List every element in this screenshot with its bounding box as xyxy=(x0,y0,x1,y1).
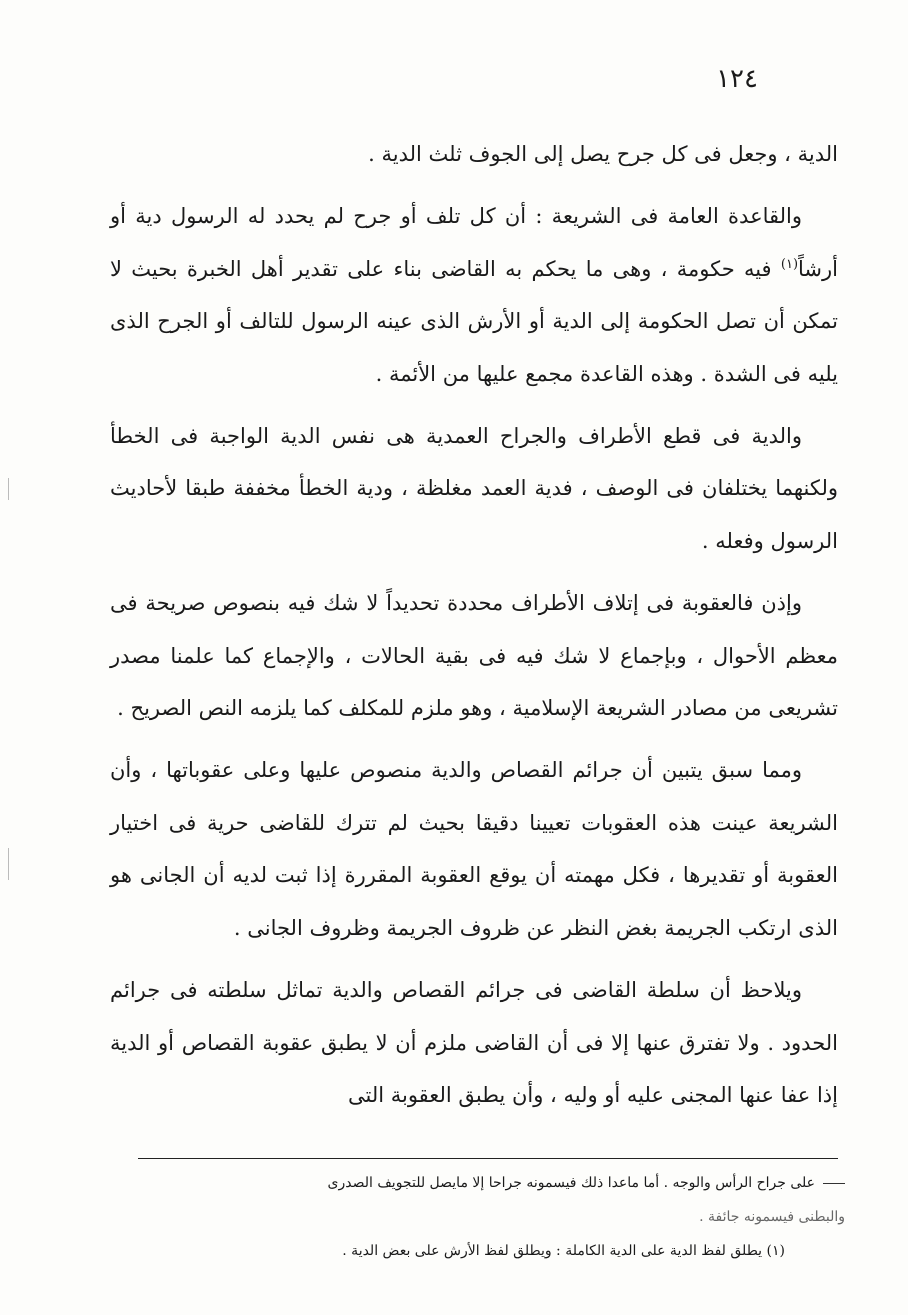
paragraph-3: والدية فى قطع الأطراف والجراح العمدية هى نفس الدية الواجبة فى الخطأ ولكنهما يختلفان فى الوصف ، فدية العمد مغلظة ، ودية الخطأ مخففة طبقا لأحاديث الرسول وفعله . xyxy=(110,424,838,553)
scan-margin-mark xyxy=(8,478,9,500)
scan-margin-mark xyxy=(8,848,9,880)
footnote-continued-line-1 xyxy=(110,1166,845,1200)
paragraph-2-text-before: والقاعدة العامة فى الشريعة : أن كل تلف أو جرح لم يحدد له الرسول دية أو أرشاً xyxy=(110,204,838,281)
continuation-mark xyxy=(823,1183,845,1184)
page-number: ١٢٤ xyxy=(716,64,758,94)
footnote-1-text: يطلق لفظ الدية على الدية الكاملة : ويطلق لفظ الأرش على بعض الدية . xyxy=(342,1243,763,1259)
body-text xyxy=(110,128,838,1121)
paragraph-1: الدية ، وجعل فى كل جرح يصل إلى الجوف ثلث الدية . xyxy=(368,142,838,166)
footnote-reference-1: (١) xyxy=(780,256,799,272)
footnotes xyxy=(110,1166,845,1268)
footnote-1 xyxy=(110,1234,845,1268)
paragraph-6: ويلاحظ أن سلطة القاضى فى جرائم القصاص والدية تماثل سلطته فى جرائم الحدود . ولا تفترق عنها إلا فى أن القاضى ملزم أن لا يطبق عقوبة القصاص أو الدية إذا عفا عنها المجنى عليه أو وليه ، وأن يطبق العقوبة التى xyxy=(110,978,838,1107)
footnote-separator xyxy=(138,1158,838,1159)
paragraph-2-text-after: فيه حكومة ، وهى ما يحكم به القاضى بناء على تقدير أهل الخبرة بحيث لا تمكن أن تصل الحكومة إلى الدية أو الأرش الذى عينه الرسول للتالف أو الجرح الذى يليه فى الشدة . وهذه القاعدة مجمع عليها من الأئمة . xyxy=(110,256,838,386)
footnote-continued-text-1: على جراح الرأس والوجه . أما ماعدا ذلك فيسمونه جراحا إلا مايصل للتجويف الصدرى xyxy=(327,1175,815,1191)
footnote-continued-line-2: والبطنى فيسمونه جائفة . xyxy=(699,1209,845,1225)
paragraph-4: وإذن فالعقوبة فى إتلاف الأطراف محددة تحديداً لا شك فيه بنصوص صريحة فى معظم الأحوال ، وبإجماع لا شك فيه فى بقية الحالات ، والإجماع كما علمنا مصدر تشريعى من مصادر الشريعة الإسلامية ، وهو ملزم للمكلف كما يلزمه النص الصريح . xyxy=(110,591,838,721)
footnote-1-marker: (١) xyxy=(766,1243,785,1259)
paragraph-2 xyxy=(110,190,838,400)
paragraph-5: ومما سبق يتبين أن جرائم القصاص والدية منصوص عليها وعلى عقوباتها ، وأن الشريعة عينت هذه العقوبات تعيينا دقيقا بحيث لم تترك للقاضى حرية فى اختيار العقوبة أو تقديرها ، فكل مهمته أن يوقع العقوبة المقررة إذا ثبت لديه أن الجانى هو الذى ارتكب الجريمة بغض النظر عن ظروف الجريمة وظروف الجانى . xyxy=(110,758,838,940)
